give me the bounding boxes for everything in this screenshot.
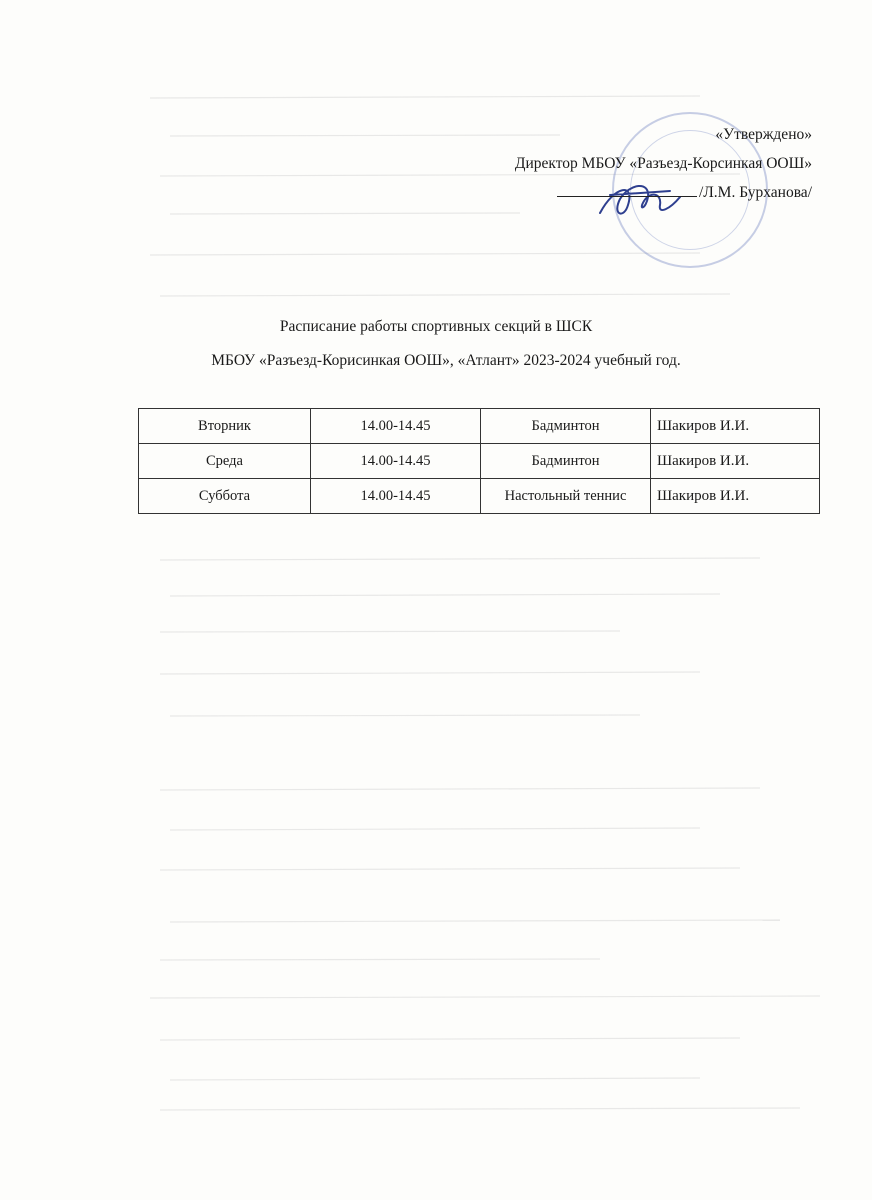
table-row	[139, 444, 820, 479]
table-row	[139, 479, 820, 514]
day-cell: Вторник	[139, 409, 311, 444]
coach-cell: Шакиров И.И.	[651, 479, 820, 514]
sport-cell: Бадминтон	[481, 409, 651, 444]
sport-cell: Настольный теннис	[481, 479, 651, 514]
schedule-table	[138, 408, 820, 514]
approval-title: «Утверждено»	[715, 126, 812, 143]
signature-underline	[557, 182, 697, 197]
director-position: Директор МБОУ «Разъезд-Корсинкая ООШ»	[514, 155, 812, 172]
time-cell: 14.00-14.45	[311, 479, 481, 514]
signature-line	[392, 178, 812, 207]
day-cell: Среда	[139, 444, 311, 479]
coach-cell: Шакиров И.И.	[651, 409, 820, 444]
document-subtitle: МБОУ «Разъезд-Корисинкая ООШ», «Атлант» 2023-2024 учебный год.	[211, 352, 681, 369]
table-row	[139, 409, 820, 444]
approval-block	[392, 120, 812, 207]
director-name: /Л.М. Бурханова/	[698, 184, 812, 201]
day-cell: Суббота	[139, 479, 311, 514]
coach-cell: Шакиров И.И.	[651, 444, 820, 479]
document-title: Расписание работы спортивных секций в ШСК	[279, 318, 593, 335]
time-cell: 14.00-14.45	[311, 444, 481, 479]
time-cell: 14.00-14.45	[311, 409, 481, 444]
sport-cell: Бадминтон	[481, 444, 651, 479]
